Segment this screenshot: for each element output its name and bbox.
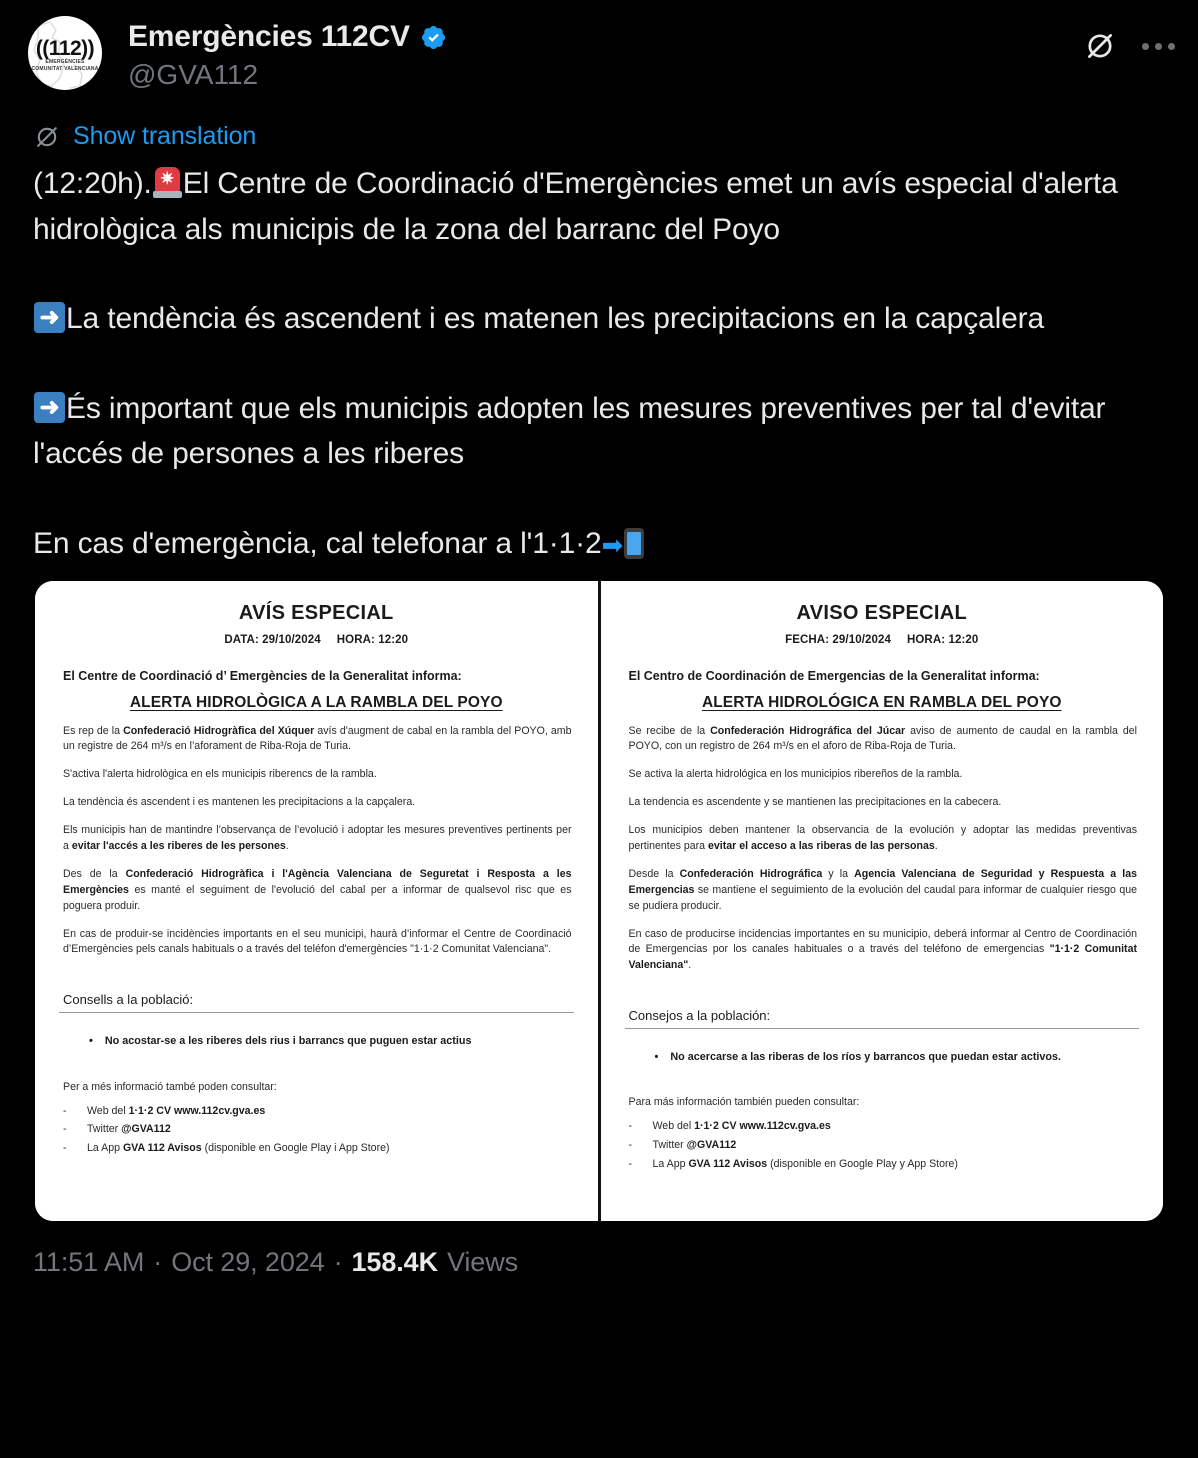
dot bbox=[1142, 43, 1149, 50]
avatar-subtitle-1: EMERGÈNCIES bbox=[45, 59, 85, 65]
doc-p1-post: avís d'augment de cabal en la rambla del POYO, amb un registre de 264 m³/s en l’aforament de Riba-Roja de Turia. bbox=[63, 724, 572, 753]
doc-informa-line: El Centre de Coordinació d’ Emergències de la Generalitat informa: bbox=[63, 668, 462, 683]
dash-icon: - bbox=[63, 1104, 67, 1117]
tweet-paragraph-4 bbox=[33, 521, 1176, 567]
doc-date: FECHA: 29/10/2024 bbox=[785, 633, 891, 646]
tweet-media-image[interactable] bbox=[35, 581, 1163, 1221]
doc-list-item bbox=[63, 1139, 574, 1158]
doc-p5-post: se mantiene el seguimiento de la evolución del caudal para informar de cualquier riesgo que se pudiera producir. bbox=[628, 883, 1137, 912]
avatar-logo-text: ((112)) bbox=[35, 37, 95, 60]
doc-p5-bold: Confederación Hidrográfica bbox=[679, 867, 823, 880]
right-arrow-emoji: ➜ bbox=[34, 392, 65, 423]
doc-more-info-label: Per a més informació també poden consultar: bbox=[63, 1080, 277, 1093]
more-dots bbox=[1142, 43, 1175, 50]
doc-p5-bold2: Agencia Valenciana de Seguridad y Respuesta a las Emergencias bbox=[628, 867, 1137, 896]
doc-p4-bold: evitar el acceso a las riberas de las personas bbox=[708, 840, 935, 853]
doc-p5-post: es manté el seguiment de l'evolució del cabal per a informar de qualsevol risc que es poguera produir. bbox=[63, 883, 572, 912]
doc-p5-mid: y la bbox=[822, 867, 855, 880]
doc-p5-pre: Des de la bbox=[63, 867, 126, 880]
document-right-spanish bbox=[601, 581, 1164, 1221]
doc-alert-heading: ALERTA HIDROLÓGICA EN RAMBLA DEL POYO bbox=[701, 693, 1062, 711]
translate-slash-icon bbox=[33, 123, 61, 151]
doc-advice-bullet bbox=[59, 1035, 574, 1048]
paragraph-spacer bbox=[33, 252, 1176, 296]
doc-p1-bold: Confederación Hidrográfica del Júcar bbox=[710, 724, 906, 737]
account-names bbox=[128, 14, 1080, 91]
doc-p1-post: aviso de aumento de caudal en la rambla del POYO, con un registro de 264 m³/s en el aforo de Riba-Roja de Turia. bbox=[628, 724, 1137, 753]
doc-bullet-text: No acostar-se a les riberes dels rius i barrancs que puguen estar actius bbox=[104, 1035, 472, 1048]
tweet-para1-prefix: (12:20h). bbox=[33, 167, 152, 200]
views-count[interactable]: 158.4K bbox=[351, 1246, 438, 1277]
dash-icon: - bbox=[628, 1157, 633, 1170]
doc-p4-post: . bbox=[285, 840, 289, 853]
doc-paragraph-3: La tendencia es ascendente y se mantienen las precipitaciones en la cabecera. bbox=[628, 796, 1002, 809]
doc-paragraph-5 bbox=[59, 867, 574, 915]
doc-link1-bold: 1·1·2 CV www.112cv.gva.es bbox=[128, 1104, 266, 1117]
doc-title: AVÍS ESPECIAL bbox=[238, 601, 394, 624]
doc-p4-bold: evitar l'accés a les riberes de les persones bbox=[71, 840, 286, 853]
doc-link1-bold: 1·1·2 CV www.112cv.gva.es bbox=[694, 1120, 831, 1133]
display-name[interactable]: Emergències 112CV bbox=[128, 20, 410, 53]
tweet-date[interactable]: Oct 29, 2024 bbox=[171, 1246, 325, 1277]
doc-paragraph-3: La tendència és ascendent i es mantenen les precipitacions a la capçalera. bbox=[63, 796, 416, 809]
separator-dot: · bbox=[153, 1246, 163, 1277]
doc-list-item bbox=[629, 1117, 1140, 1136]
paragraph-spacer bbox=[33, 477, 1176, 521]
doc-link2-bold: @GVA112 bbox=[686, 1138, 737, 1151]
dash-icon: - bbox=[628, 1120, 633, 1133]
doc-title: AVISO ESPECIAL bbox=[796, 601, 968, 624]
mobile-phone-emoji bbox=[624, 528, 644, 559]
doc-informa-line: El Centro de Coordinación de Emergencias de la Generalitat informa: bbox=[628, 668, 1040, 683]
tweet-para3-text: És important que els municipis adopten les mesures preventives per tal d'evitar l'accés de persones a les riberes bbox=[33, 391, 1106, 471]
tweet-paragraph-1 bbox=[33, 161, 1176, 252]
doc-list-item bbox=[629, 1155, 1140, 1174]
dash-icon: - bbox=[63, 1141, 67, 1154]
rotating-light-emoji: ✷ bbox=[153, 167, 182, 198]
doc-paragraph-5 bbox=[625, 867, 1140, 915]
doc-paragraph-2: Se activa la alerta hidrológica en los municipios ribereños de la rambla. bbox=[628, 768, 963, 781]
bullet-dot-icon: • bbox=[654, 1051, 659, 1064]
doc-advice-bullet bbox=[625, 1051, 1140, 1064]
translate-slash-icon[interactable] bbox=[1080, 26, 1120, 66]
verified-badge-icon bbox=[420, 24, 447, 51]
dash-icon: - bbox=[628, 1138, 633, 1151]
doc-p5-bold: Confederació Hidrogràfica i l'Agència Valenciana de Seguretat i Resposta a les Emergències bbox=[63, 867, 572, 896]
views-label[interactable]: Views bbox=[446, 1246, 519, 1277]
tweet-header bbox=[0, 0, 1198, 110]
doc-link3-post: (disponible en Google Play y App Store) bbox=[767, 1157, 958, 1170]
doc-more-info-label: Para más información también pueden consultar: bbox=[628, 1096, 860, 1109]
doc-paragraph-2: S'activa l'alerta hidrològica en els municipis riberencs de la rambla. bbox=[63, 768, 377, 781]
tweet-footer bbox=[0, 1221, 1198, 1278]
doc-time: HORA: 12:20 bbox=[336, 633, 409, 646]
doc-resource-list bbox=[59, 1102, 574, 1158]
tweet-time[interactable]: 11:51 AM bbox=[33, 1246, 145, 1277]
doc-link3-bold: GVA 112 Avisos bbox=[122, 1141, 202, 1154]
doc-link2-bold: @GVA112 bbox=[121, 1123, 171, 1136]
doc-date: DATA: 29/10/2024 bbox=[224, 633, 321, 646]
doc-paragraph-4 bbox=[625, 823, 1140, 855]
doc-link3-pre: La App bbox=[87, 1141, 123, 1154]
doc-time: HORA: 12:20 bbox=[906, 633, 979, 646]
document-left-valencian bbox=[35, 581, 598, 1221]
doc-datetime bbox=[625, 634, 1140, 646]
paragraph-spacer bbox=[33, 342, 1176, 386]
doc-bullet-text: No acercarse a las riberas de los ríos y barrancos que puedan estar activos. bbox=[670, 1051, 1062, 1064]
doc-p1-pre: Se recibe de la bbox=[628, 724, 711, 737]
tweet-text bbox=[0, 155, 1198, 567]
dot bbox=[1168, 43, 1175, 50]
doc-p4-pre: Los municipios deben mantener la observancia de la evolución y adoptar las medidas preventivas pertinentes para bbox=[628, 824, 1137, 853]
show-translation-button[interactable] bbox=[0, 110, 256, 155]
doc-p1-pre: Es rep de la bbox=[63, 724, 124, 737]
avatar-subtitle-2: COMUNITAT VALENCIANA bbox=[31, 66, 99, 72]
doc-p4-post: . bbox=[934, 840, 938, 853]
account-handle[interactable]: @GVA112 bbox=[128, 58, 259, 90]
bullet-dot-icon: • bbox=[89, 1035, 93, 1048]
doc-paragraph-1 bbox=[59, 724, 574, 756]
doc-advice-heading: Consejos a la población: bbox=[625, 1008, 1140, 1029]
doc-resource-list bbox=[625, 1117, 1140, 1173]
doc-p4-pre: Els municipis han de mantindre l’observança de l’evolució i adoptar les mesures preventives pertinents per a bbox=[63, 824, 572, 853]
doc-link1-pre: Web del bbox=[87, 1104, 129, 1117]
doc-paragraph-6: En cas de produir-se incidències importants en el seu municipi, haurà d’informar el Centre de Coordinació d’Emergències pels canals habituals o a través del teléfon d'emergències "1·1·2 Comunitat Valenciana". bbox=[63, 927, 572, 956]
doc-link3-bold: GVA 112 Avisos bbox=[688, 1157, 768, 1170]
doc-p5-pre: Desde la bbox=[628, 867, 680, 880]
doc-paragraph-4 bbox=[59, 823, 574, 855]
doc-advice-heading: Consells a la població: bbox=[59, 992, 574, 1013]
show-translation-label: Show translation bbox=[73, 122, 257, 150]
tweet-paragraph-3 bbox=[33, 386, 1176, 477]
doc-p6-pre: En caso de producirse incidencias importantes en su municipio, deberá informar al Centro de Coordinación de Emergencias por los canales habituales o a través del teléfono de emergencias bbox=[628, 927, 1137, 956]
doc-alert-heading: ALERTA HIDROLÒGICA A LA RAMBLA DEL POYO bbox=[129, 693, 503, 711]
tweet-para1-text: El Centre de Coordinació d'Emergències emet un avís especial d'alerta hidrològica als municipis de la zona del barranc del Poyo bbox=[33, 167, 1118, 246]
doc-p1-bold: Confederació Hidrogràfica del Xúquer bbox=[123, 724, 315, 737]
header-actions bbox=[1080, 14, 1178, 66]
translate-slash-glyph bbox=[1083, 29, 1117, 63]
right-arrow-emoji: ➜ bbox=[34, 302, 65, 333]
more-options-icon[interactable] bbox=[1138, 26, 1178, 66]
doc-link2-pre: Twitter bbox=[87, 1123, 122, 1136]
doc-p6-bold: "1·1·2 Comunitat Valenciana" bbox=[628, 943, 1137, 972]
display-name-row bbox=[128, 20, 1080, 55]
separator-dot: · bbox=[333, 1246, 343, 1277]
doc-link2-pre: Twitter bbox=[652, 1138, 687, 1151]
doc-link3-post: (disponible en Google Play i App Store) bbox=[201, 1141, 390, 1154]
tweet-para2-text: La tendència és ascendent i es matenen les precipitacions en la capçalera bbox=[66, 302, 1045, 336]
doc-paragraph-1 bbox=[625, 724, 1140, 756]
doc-link3-pre: La App bbox=[652, 1157, 689, 1170]
doc-list-item bbox=[629, 1136, 1140, 1155]
dot bbox=[1155, 43, 1162, 50]
tweet-para4-text: En cas d'emergència, cal telefonar a l'1·1·2 bbox=[33, 526, 602, 560]
dash-icon: - bbox=[63, 1123, 67, 1136]
doc-list-item bbox=[63, 1120, 574, 1139]
doc-p6-post: . bbox=[688, 959, 692, 972]
doc-link1-pre: Web del bbox=[652, 1120, 695, 1133]
avatar[interactable] bbox=[28, 16, 102, 90]
right-arrow-glyph: ➡ bbox=[601, 529, 624, 560]
tweet-paragraph-2 bbox=[33, 296, 1176, 342]
doc-datetime bbox=[59, 634, 574, 646]
doc-paragraph-6 bbox=[625, 927, 1140, 975]
doc-list-item bbox=[63, 1102, 574, 1121]
